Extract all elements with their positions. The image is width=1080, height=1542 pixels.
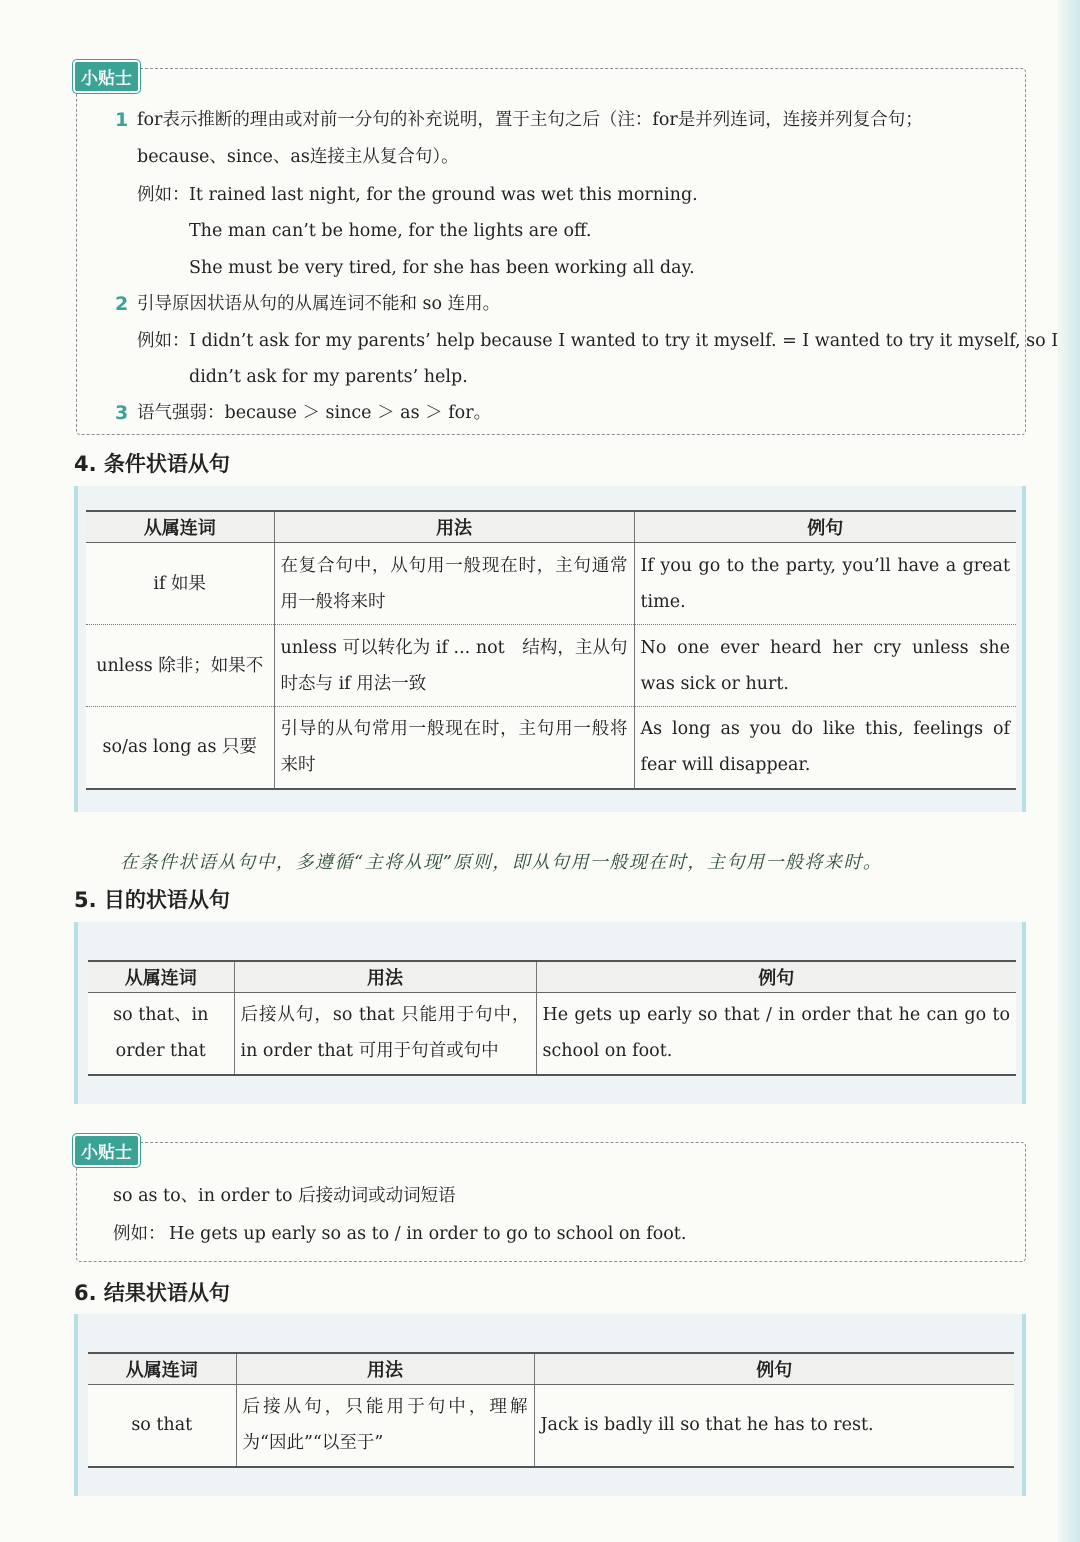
- example-cell: Jack is badly ill so that he has to rest.: [534, 1385, 1014, 1467]
- conjunction-cell: if 如果: [86, 543, 274, 625]
- tip-item-number: 2: [115, 293, 129, 315]
- table-panel-6: [74, 1314, 1026, 1496]
- column-header: 从属连词: [88, 1353, 236, 1385]
- tip-item-text: so as to、in order to 后接动词或动词短语: [113, 1186, 456, 1206]
- usage-cell: unless 可以转化为 if ... not 结构，主从句时态与 if 用法一致: [274, 625, 634, 707]
- conjunction-cell: unless 除非；如果不: [86, 625, 274, 707]
- example-label: 例如：: [137, 185, 190, 205]
- tip-item-text: because、since、as连接主从复合句）。: [137, 147, 459, 167]
- tip-item-number: 3: [115, 402, 129, 424]
- example-cell: As long as you do like this, feelings of fear will disappear.: [634, 707, 1016, 789]
- example-label: 例如：: [113, 1224, 166, 1244]
- example-sentence: It rained last night, for the ground was wet this morning.: [189, 185, 698, 205]
- column-header: 用法: [234, 961, 536, 993]
- usage-cell: 后接从句，只能用于句中，理解为“因此”“以至于”: [236, 1385, 534, 1467]
- example-sentence: He gets up early so as to / in order to go to school on foot.: [169, 1224, 687, 1244]
- tip-tag: 小贴士: [73, 60, 140, 93]
- column-header: 用法: [236, 1353, 534, 1385]
- example-cell: He gets up early so that / in order that he can go to school on foot.: [536, 993, 1016, 1075]
- example-label: 例如：: [137, 331, 190, 351]
- section-heading-4: 4. 条件状语从句: [74, 452, 230, 476]
- page-edge: [1058, 0, 1080, 1542]
- example-cell: No one ever heard her cry unless she was sick or hurt.: [634, 625, 1016, 707]
- column-header: 例句: [534, 1353, 1014, 1385]
- tip-tag: 小贴士: [73, 1134, 140, 1167]
- tip-item-text: 引导原因状语从句的从属连词不能和 so 连用。: [137, 294, 501, 314]
- section-heading-5: 5. 目的状语从句: [74, 888, 230, 912]
- table-panel-4: [74, 486, 1026, 812]
- usage-cell: 在复合句中，从句用一般现在时，主句通常用一般将来时: [274, 543, 634, 625]
- tip-item-text: for表示推断的理由或对前一分句的补充说明，置于主句之后（注：for是并列连词，连接并列复合句；: [137, 110, 923, 130]
- tip-item-text: 语气强弱：because ＞ since ＞ as ＞ for。: [137, 403, 492, 423]
- conjunction-cell: so that、in order that: [88, 993, 234, 1075]
- example-sentence: didn’t ask for my parents’ help.: [189, 367, 468, 387]
- conditional-clause-table: [86, 510, 1016, 790]
- column-header: 例句: [634, 511, 1016, 543]
- tip-box-1: [76, 68, 1059, 435]
- handwritten-note: 在条件状语从句中，多遵循“主将从现”原则，即从句用一般现在时，主句用一般将来时。: [120, 852, 883, 873]
- tip-item-number: 1: [115, 109, 129, 131]
- purpose-clause-table: [88, 960, 1016, 1076]
- example-cell: If you go to the party, you’ll have a great time.: [634, 543, 1016, 625]
- conjunction-cell: so/as long as 只要: [86, 707, 274, 789]
- example-sentence: The man can’t be home, for the lights are off.: [189, 221, 592, 241]
- usage-cell: 引导的从句常用一般现在时，主句用一般将来时: [274, 707, 634, 789]
- usage-cell: 后接从句，so that 只能用于句中，in order that 可用于句首或句中: [234, 993, 536, 1075]
- column-header: 例句: [536, 961, 1016, 993]
- column-header: 从属连词: [88, 961, 234, 993]
- example-sentence: She must be very tired, for she has been working all day.: [189, 258, 695, 278]
- result-clause-table: [88, 1352, 1014, 1468]
- column-header: 从属连词: [86, 511, 274, 543]
- tip-box-2: [76, 1142, 1026, 1262]
- column-header: 用法: [274, 511, 634, 543]
- example-sentence: I didn’t ask for my parents’ help because I wanted to try it myself. = I wanted to try it myself, so I: [189, 331, 1059, 351]
- conjunction-cell: so that: [88, 1385, 236, 1467]
- section-heading-6: 6. 结果状语从句: [74, 1281, 230, 1305]
- table-panel-5: [74, 922, 1026, 1104]
